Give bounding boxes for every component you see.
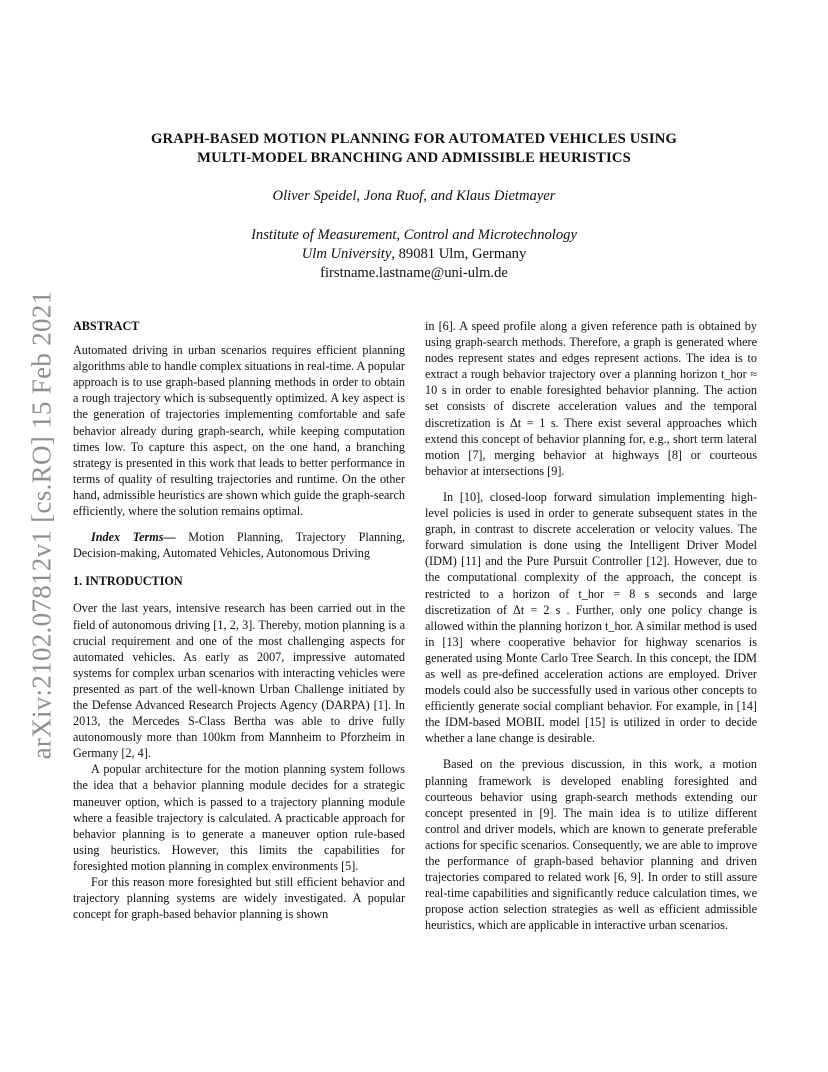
title-line-2: MULTI-MODEL BRANCHING AND ADMISSIBLE HEURISTICS bbox=[197, 150, 631, 166]
author-list: Oliver Speidel, Jona Ruof, and Klaus Dietmayer bbox=[272, 188, 556, 204]
intro-paragraph-2: A popular architecture for the motion planning system follows the idea that a behavior planning module decides for a strategic maneuver option, which is passed to a trajectory planning module where a feasible trajectory is calculated. A practicable approach for behavior planning is to generate a maneuver option rule-based using heuristics. However, this limits the capabilities for foresighted motion planning in complex environments [5]. bbox=[73, 762, 405, 873]
index-terms-label: Index Terms— bbox=[91, 530, 176, 545]
right-paragraph-1: in [6]. A speed profile along a given reference path is obtained by using graph-search methods. Therefore, a graph is generated where nodes represent states and edges represent actions. The idea is to extract a rough behavior trajectory over a planning horizon t_hor ≈ 10 s in order to enable foresighted behavior planning. The action set consists of discrete acceleration values and the temporal discretization is Δt = 1 s. There exist several approaches which extend this concept of behavior planning for, e.g., short term lateral motion [7], merging behavior at highways [8] or courteous behavior at intersections [9]. bbox=[425, 319, 757, 478]
right-paragraph-3: Based on the previous discussion, in this work, a motion planning framework is developed enabling foresighted and courteous behavior using graph-search methods extending our concept presented in [9]. The main idea is to utilize different control and driver models, which are known to generate preferable actions for specific scenarios. Consequently, we are able to improve the performance of graph-based behavior planning and driven trajectories compared to related work [6, 9]. In order to still assure real-time capabilities and significantly reduce calculation times, we propose action selection strategies as well as efficient admissible heuristics, which are applicable in interactive urban scenarios. bbox=[425, 757, 757, 933]
intro-paragraph-1: Over the last years, intensive research has been carried out in the field of autonomous driving [1, 2, 3]. Thereby, motion planning is a crucial requirement and one of the most challenging aspects for automated vehicles. As early as 2007, impressive automated systems for complex urban scenarios with interacting vehicles were presented as part of the well-known Urban Challenge initiated by the Defense Advanced Research Projects Agency (DARPA) [1]. In 2013, the Mercedes S-Class Bertha was able to drive fully autonomously more than 100km from Mannheim to Pforzheim in Germany [2, 4]. bbox=[73, 601, 405, 761]
left-column bbox=[73, 318, 405, 922]
abstract-heading: ABSTRACT bbox=[73, 319, 140, 333]
right-column bbox=[425, 318, 757, 933]
arxiv-stamp bbox=[12, 290, 72, 760]
address: , 89081 Ulm, Germany bbox=[391, 246, 527, 262]
university-name: Ulm University bbox=[301, 246, 392, 262]
affiliation bbox=[80, 226, 748, 283]
title-line-1: GRAPH-BASED MOTION PLANNING FOR AUTOMATED VEHICLES USING bbox=[150, 131, 678, 147]
abstract-text: Automated driving in urban scenarios requires efficient planning algorithms able to handle complex situations in real-time. A popular approach is to use graph-based planning methods in order to obtain a rough trajectory which is subsequently optimized. A key aspect is the generation of trajectories implementing comfortable and safe behavior already during graph-search, while keeping computation times low. To capture this aspect, on the one hand, a branching strategy is presented in this work that leads to better performance in terms of quality of resulting trajectories and runtime. On the other hand, admissible heuristics are shown which guide the graph-search efficiently, where the solution remains optimal. bbox=[73, 343, 405, 519]
intro-paragraph-3: For this reason more foresighted but still efficient behavior and trajectory planning systems are widely investigated. A popular concept for graph-based behavior planning is shown bbox=[73, 875, 405, 922]
institute-name: Institute of Measurement, Control and Microtechnology bbox=[251, 227, 577, 243]
intro-heading: 1. INTRODUCTION bbox=[73, 574, 183, 589]
right-paragraph-2: In [10], closed-loop forward simulation implementing high-level policies is used in order to generate subsequent states in the graph, in contrast to discrete acceleration or velocity values. The forward simulation is done using the Intelligent Driver Model (IDM) [11] and the Pure Pursuit Controller [12]. However, due to the computational complexity of the approach, the concept is restricted to a horizon of t_hor = 8 s seconds and large discretization of Δt = 2 s . Further, only one policy change is allowed within the planning horizon t_hor. A similar method is used in [13] where cooperative behavior for highway scenarios is generated using Monte Carlo Tree Search. In this concept, the IDM as well as pre-defined acceleration actions are employed. Driver models could also be successfully used in various other concepts to efficiently generate social compliant behavior. For example, in [14] the IDM-based MOBIL model [15] is utilized in order to decide whether a lane change is desirable. bbox=[425, 489, 757, 746]
index-terms-text: Motion Planning, Trajectory Planning, Decision-making, Automated Vehicles, Autonomous Driving bbox=[73, 530, 405, 561]
paper-title bbox=[80, 130, 748, 168]
arxiv-identifier: arXiv:2102.07812v1 [cs.RO] 15 Feb 2021 bbox=[26, 290, 57, 760]
index-terms bbox=[73, 529, 405, 561]
university-line bbox=[80, 245, 748, 264]
email: firstname.lastname@uni-ulm.de bbox=[320, 265, 508, 281]
